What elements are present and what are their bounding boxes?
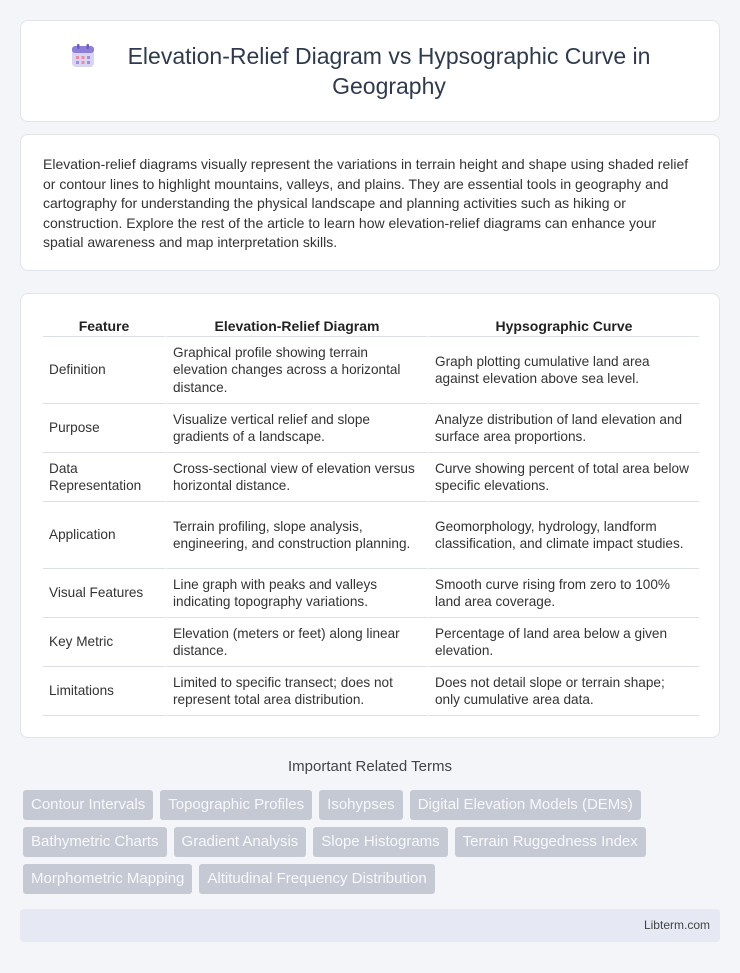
related-term-tag[interactable]: Bathymetric Charts [23,827,167,857]
row-hypsographic: Smooth curve rising from zero to 100% land area coverage. [427,569,699,618]
table-header-row [43,316,699,337]
row-hypsographic: Does not detail slope or terrain shape; only cumulative area data. [427,667,699,716]
row-elevation-relief: Cross-sectional view of elevation versus horizontal distance. [165,453,427,502]
related-term-tag[interactable]: Topographic Profiles [160,790,312,820]
row-feature: Limitations [43,667,165,716]
related-term-tag[interactable]: Morphometric Mapping [23,864,192,894]
table-row [43,453,699,502]
header-feature: Feature [43,316,165,337]
row-elevation-relief: Visualize vertical relief and slope gradients of a landscape. [165,404,427,453]
related-terms-list [23,790,713,894]
comparison-table-card [20,293,720,738]
comparison-table [43,316,699,716]
footer-brand-link[interactable]: Libterm.com [643,918,710,932]
row-feature: Data Representation [43,453,165,502]
table-row [43,667,699,716]
header-elevation-relief: Elevation-Relief Diagram [165,316,427,337]
table-row [43,569,699,618]
intro-card [20,134,720,271]
row-elevation-relief: Graphical profile showing terrain elevation changes across a horizontal distance. [165,337,427,404]
row-feature: Key Metric [43,618,165,667]
row-hypsographic: Analyze distribution of land elevation and surface area proportions. [427,404,699,453]
related-term-tag[interactable]: Contour Intervals [23,790,153,820]
row-hypsographic: Percentage of land area below a given elevation. [427,618,699,667]
intro-paragraph: Elevation-relief diagrams visually represent the variations in terrain height and shape using shaded relief or contour lines to highlight mountains, valleys, and plains. They are essential tools in geography and cartography for understanding the physical landscape and planning activities such as hiking or construction. Explore the rest of the article to learn how elevation-relief diagrams can enhance your spatial awareness and map interpretation skills. [43,156,689,251]
row-feature: Definition [43,337,165,404]
row-feature: Visual Features [43,569,165,618]
table-row [43,618,699,667]
related-term-tag[interactable]: Altitudinal Frequency Distribution [199,864,434,894]
row-hypsographic: Graph plotting cumulative land area against elevation above sea level. [427,337,699,404]
table-row [43,502,699,569]
row-feature: Application [43,502,165,569]
table-row [43,404,699,453]
row-elevation-relief: Line graph with peaks and valleys indicating topography variations. [165,569,427,618]
related-term-tag[interactable]: Terrain Ruggedness Index [455,827,646,857]
related-term-tag[interactable]: Slope Histograms [313,827,447,857]
row-elevation-relief: Elevation (meters or feet) along linear distance. [165,618,427,667]
title-card [20,20,720,122]
related-term-tag[interactable]: Isohypses [319,790,403,820]
related-term-tag[interactable]: Gradient Analysis [174,827,307,857]
header-hypsographic: Hypsographic Curve [427,316,699,337]
title-wrap [70,41,670,101]
row-elevation-relief: Limited to specific transect; does not represent total area distribution. [165,667,427,716]
row-feature: Purpose [43,404,165,453]
table-row [43,337,699,404]
calendar-icon [70,43,96,69]
page-title: Elevation-Relief Diagram vs Hypsographic Curve in Geography [127,43,651,99]
related-term-tag[interactable]: Digital Elevation Models (DEMs) [410,790,641,820]
row-hypsographic: Curve showing percent of total area below specific elevations. [427,453,699,502]
footer [20,909,720,942]
row-elevation-relief: Terrain profiling, slope analysis, engineering, and construction planning. [165,502,427,569]
related-terms-title: Important Related Terms [288,758,452,775]
row-hypsographic: Geomorphology, hydrology, landform classification, and climate impact studies. [427,502,699,569]
